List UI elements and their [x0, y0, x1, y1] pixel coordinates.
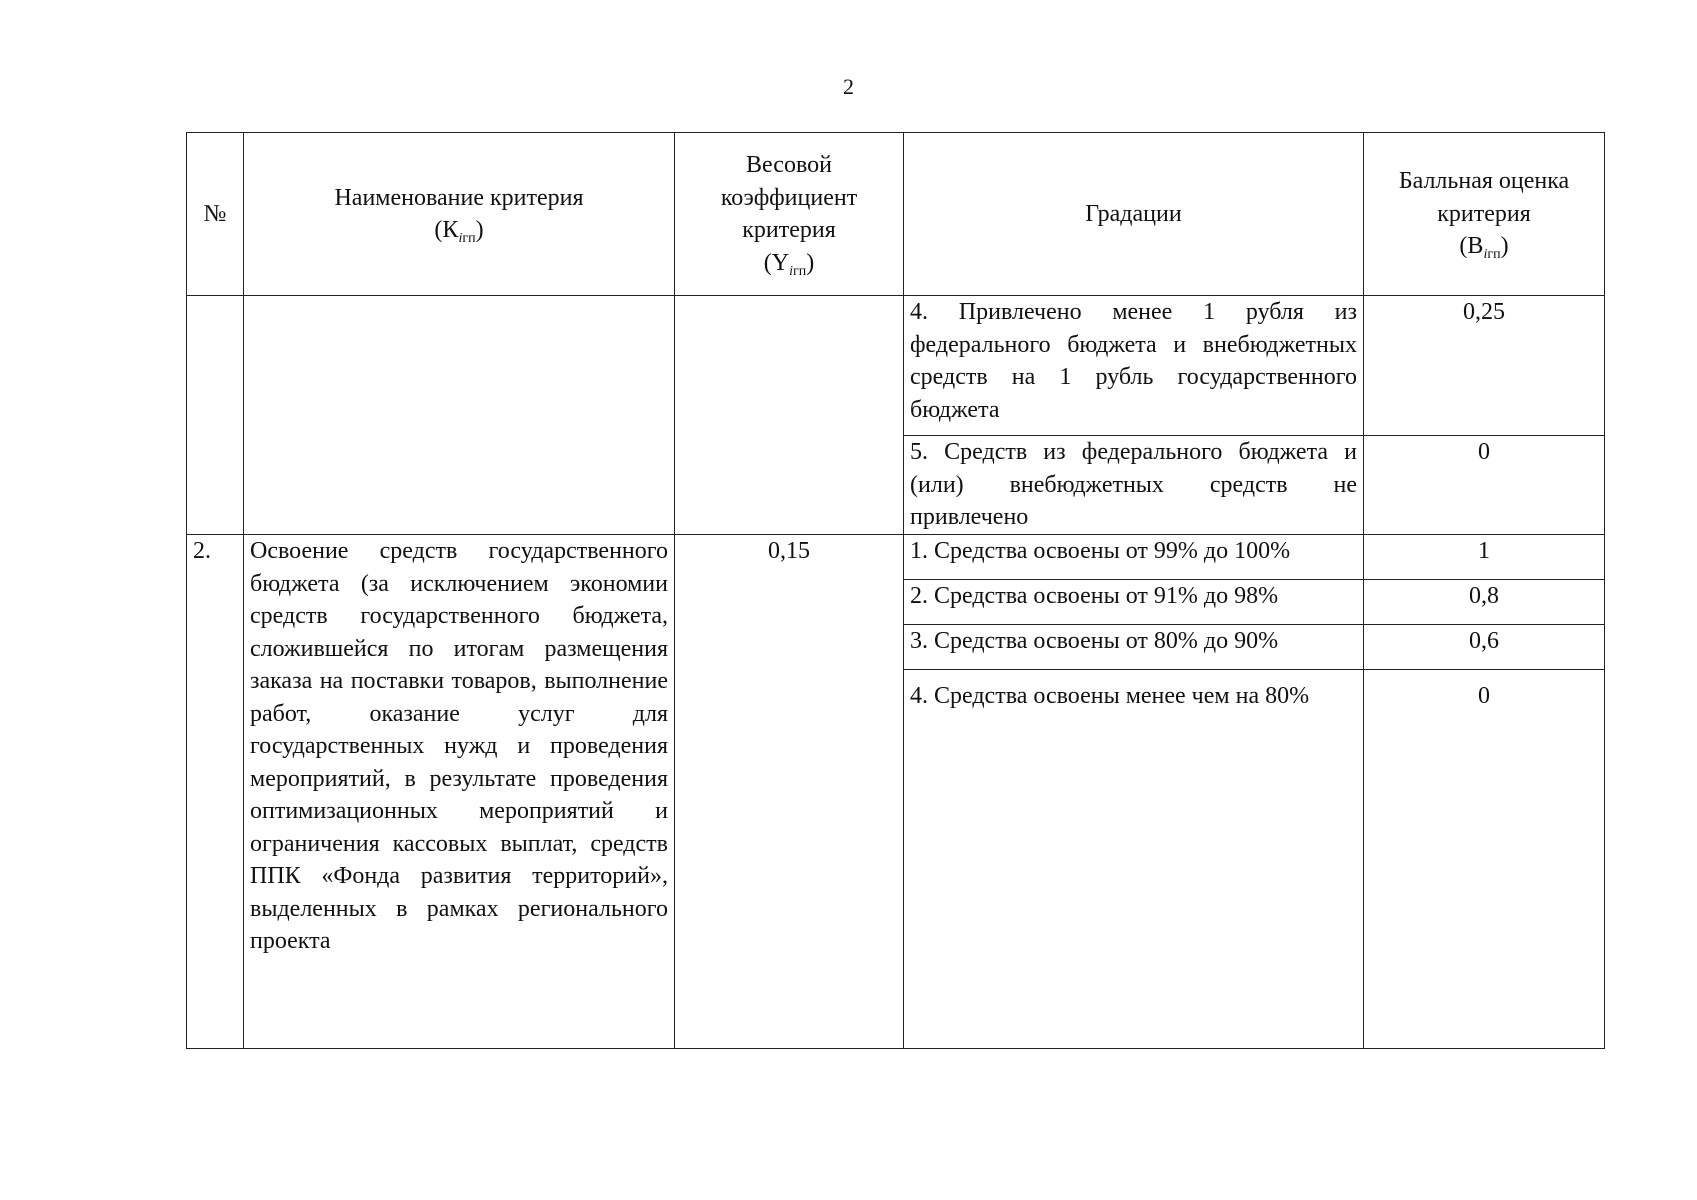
table-row [187, 535, 1605, 580]
gradation-cell: 2. Средства освоены от 91% до 98% [904, 580, 1364, 625]
header-weight-line1: Весовой [746, 152, 832, 178]
score-cell: 0,8 [1364, 580, 1605, 625]
header-criterion-name [244, 133, 675, 296]
continued-name-cell [244, 296, 675, 535]
header-score-symbol: $(B_{iгп})$ [1459, 233, 1509, 263]
score-cell: 0,25 [1364, 296, 1605, 436]
header-score-label: Балльная оценка критерия [1398, 168, 1570, 227]
header-weight-line3: критерия [742, 217, 836, 243]
continued-weight-cell [675, 296, 904, 535]
gradation-cell: 4. Средства освоены менее чем на 80% [904, 670, 1364, 1049]
gradation-cell: 5. Средств из федерального бюджета и (или) внебюджетных средств не привлечено [904, 436, 1364, 535]
header-criterion-symbol: $(К_{iгп})$ [434, 217, 484, 246]
gradation-cell: 3. Средства освоены от 80% до 90% [904, 625, 1364, 670]
criterion-number-cell: 2. [187, 535, 244, 1049]
header-number [187, 133, 244, 296]
header-gradations [904, 133, 1364, 296]
header-gradations-label: Градации [1085, 200, 1182, 227]
header-weight [675, 133, 904, 296]
criterion-weight-cell: 0,15 [675, 535, 904, 1049]
header-number-label: № [203, 200, 227, 227]
header-score [1364, 133, 1605, 296]
gradation-cell: 4. Привлечено менее 1 рубля из федерального бюджета и внебюджетных средств на 1 рубль государственного бюджета [904, 296, 1364, 436]
score-cell: 0 [1364, 436, 1605, 535]
score-cell: 0 [1364, 670, 1605, 1049]
header-weight-symbol: $(Y_{iгп})$ [763, 249, 815, 279]
criterion-name-cell: Освоение средств государственного бюджета (за исключением экономии средств государственного бюджета, сложившейся по итогам размещения заказа на поставки товаров, выполнение работ, оказание услуг для государственных нужд и проведения мероприятий, в результате проведения оптимизационных мероприятий и ограничения кассовых выплат, средств ППК «Фонда развития территорий», выделенных в рамках регионального проекта [244, 535, 675, 1049]
header-criterion-name-label: Наименование критерия [334, 184, 584, 211]
score-cell: 1 [1364, 535, 1605, 580]
table-row [187, 296, 1605, 436]
header-row [187, 133, 1605, 296]
page-number: 2 [843, 74, 854, 99]
continued-number-cell [187, 296, 244, 535]
criteria-table [186, 132, 1605, 1049]
header-weight-line2: коэффициент [720, 184, 858, 211]
score-cell: 0,6 [1364, 625, 1605, 670]
gradation-cell: 1. Средства освоены от 99% до 100% [904, 535, 1364, 580]
